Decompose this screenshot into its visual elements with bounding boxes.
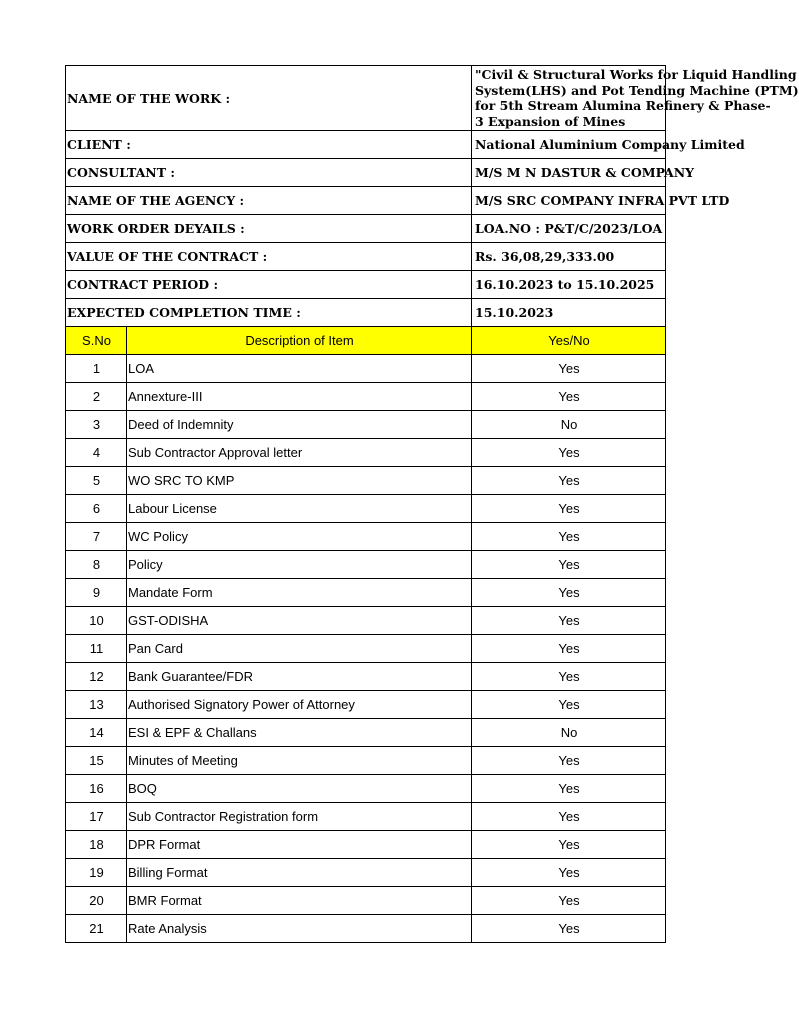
consultant-value: M/S M N DASTUR & COMPANY [472, 159, 666, 187]
item-sno: 19 [66, 859, 127, 887]
item-description: ESI & EPF & Challans [127, 719, 472, 747]
item-status: No [472, 719, 666, 747]
item-status: Yes [472, 579, 666, 607]
sno-header: S.No [66, 327, 127, 355]
item-description: Pan Card [127, 635, 472, 663]
work-name-line: "Civil & Structural Works for Liquid Handling [475, 67, 797, 82]
item-sno: 1 [66, 355, 127, 383]
table-row [66, 859, 666, 887]
contract-value-value: Rs. 36,08,29,333.00 [472, 243, 666, 271]
item-status: Yes [472, 439, 666, 467]
table-row [66, 887, 666, 915]
contract-period-row [66, 271, 666, 299]
item-description: Sub Contractor Registration form [127, 803, 472, 831]
client-label: CLIENT : [66, 131, 472, 159]
item-sno: 10 [66, 607, 127, 635]
table-row [66, 803, 666, 831]
table-row [66, 551, 666, 579]
item-sno: 21 [66, 915, 127, 943]
work-order-label: WORK ORDER DEYAILS : [66, 215, 472, 243]
item-status: Yes [472, 607, 666, 635]
contract-period-label: CONTRACT PERIOD : [66, 271, 472, 299]
item-status: Yes [472, 495, 666, 523]
item-description: WC Policy [127, 523, 472, 551]
work-name-value [472, 66, 799, 131]
table-row [66, 607, 666, 635]
item-sno: 20 [66, 887, 127, 915]
item-description: LOA [127, 355, 472, 383]
consultant-row [66, 159, 666, 187]
table-row [66, 775, 666, 803]
table-row [66, 747, 666, 775]
item-description: Authorised Signatory Power of Attorney [127, 691, 472, 719]
agency-label: NAME OF THE AGENCY : [66, 187, 472, 215]
table-row [66, 355, 666, 383]
completion-value: 15.10.2023 [472, 299, 666, 327]
table-row [66, 579, 666, 607]
item-sno: 14 [66, 719, 127, 747]
status-header: Yes/No [472, 327, 666, 355]
item-status: Yes [472, 887, 666, 915]
client-value: National Aluminium Company Limited [472, 131, 666, 159]
item-sno: 8 [66, 551, 127, 579]
item-description: Billing Format [127, 859, 472, 887]
item-sno: 18 [66, 831, 127, 859]
item-description: Annexture-III [127, 383, 472, 411]
item-sno: 7 [66, 523, 127, 551]
item-status: Yes [472, 747, 666, 775]
table-row [66, 411, 666, 439]
item-description: BMR Format [127, 887, 472, 915]
item-status: Yes [472, 383, 666, 411]
item-sno: 6 [66, 495, 127, 523]
table-row [66, 495, 666, 523]
work-name-label: NAME OF THE WORK : [66, 66, 472, 131]
item-status: Yes [472, 467, 666, 495]
item-description: Deed of Indemnity [127, 411, 472, 439]
item-description: Sub Contractor Approval letter [127, 439, 472, 467]
item-description: Minutes of Meeting [127, 747, 472, 775]
work-name-row [66, 66, 666, 131]
work-name-line: for 5th Stream Alumina Refinery & Phase- [475, 98, 771, 113]
item-description: DPR Format [127, 831, 472, 859]
item-sno: 12 [66, 663, 127, 691]
table-row [66, 439, 666, 467]
item-sno: 3 [66, 411, 127, 439]
item-status: Yes [472, 551, 666, 579]
item-sno: 17 [66, 803, 127, 831]
item-sno: 15 [66, 747, 127, 775]
completion-row [66, 299, 666, 327]
item-rows [66, 355, 666, 943]
agency-value: M/S SRC COMPANY INFRA PVT LTD [472, 187, 666, 215]
table-row [66, 831, 666, 859]
item-description: Bank Guarantee/FDR [127, 663, 472, 691]
item-status: No [472, 411, 666, 439]
consultant-label: CONSULTANT : [66, 159, 472, 187]
item-description: GST-ODISHA [127, 607, 472, 635]
item-status: Yes [472, 523, 666, 551]
item-status: Yes [472, 663, 666, 691]
work-order-value: LOA.NO : P&T/C/2023/LOA [472, 215, 666, 243]
item-status: Yes [472, 691, 666, 719]
item-description: Policy [127, 551, 472, 579]
item-status: Yes [472, 635, 666, 663]
checklist-table [65, 65, 799, 943]
description-header: Description of Item [127, 327, 472, 355]
completion-label: EXPECTED COMPLETION TIME : [66, 299, 472, 327]
item-status: Yes [472, 355, 666, 383]
item-sno: 4 [66, 439, 127, 467]
item-status: Yes [472, 803, 666, 831]
item-status: Yes [472, 859, 666, 887]
item-sno: 16 [66, 775, 127, 803]
item-status: Yes [472, 831, 666, 859]
item-description: Mandate Form [127, 579, 472, 607]
column-header-row [66, 327, 666, 355]
item-sno: 5 [66, 467, 127, 495]
table-row [66, 691, 666, 719]
work-name-line: System(LHS) and Pot Tending Machine (PTM) [475, 82, 799, 98]
document-sheet [65, 65, 799, 953]
item-sno: 2 [66, 383, 127, 411]
item-status: Yes [472, 775, 666, 803]
item-description: Rate Analysis [127, 915, 472, 943]
item-description: Labour License [127, 495, 472, 523]
contract-value-label: VALUE OF THE CONTRACT : [66, 243, 472, 271]
item-sno: 13 [66, 691, 127, 719]
table-row [66, 663, 666, 691]
agency-row [66, 187, 666, 215]
work-order-row [66, 215, 666, 243]
client-row [66, 131, 666, 159]
contract-period-value: 16.10.2023 to 15.10.2025 [472, 271, 666, 299]
item-sno: 9 [66, 579, 127, 607]
item-description: BOQ [127, 775, 472, 803]
item-description: WO SRC TO KMP [127, 467, 472, 495]
table-row [66, 915, 666, 943]
item-status: Yes [472, 915, 666, 943]
contract-value-row [66, 243, 666, 271]
work-name-line: 3 Expansion of Mines [475, 113, 626, 129]
table-row [66, 383, 666, 411]
table-row [66, 523, 666, 551]
table-row [66, 635, 666, 663]
table-row [66, 719, 666, 747]
item-sno: 11 [66, 635, 127, 663]
table-row [66, 467, 666, 495]
